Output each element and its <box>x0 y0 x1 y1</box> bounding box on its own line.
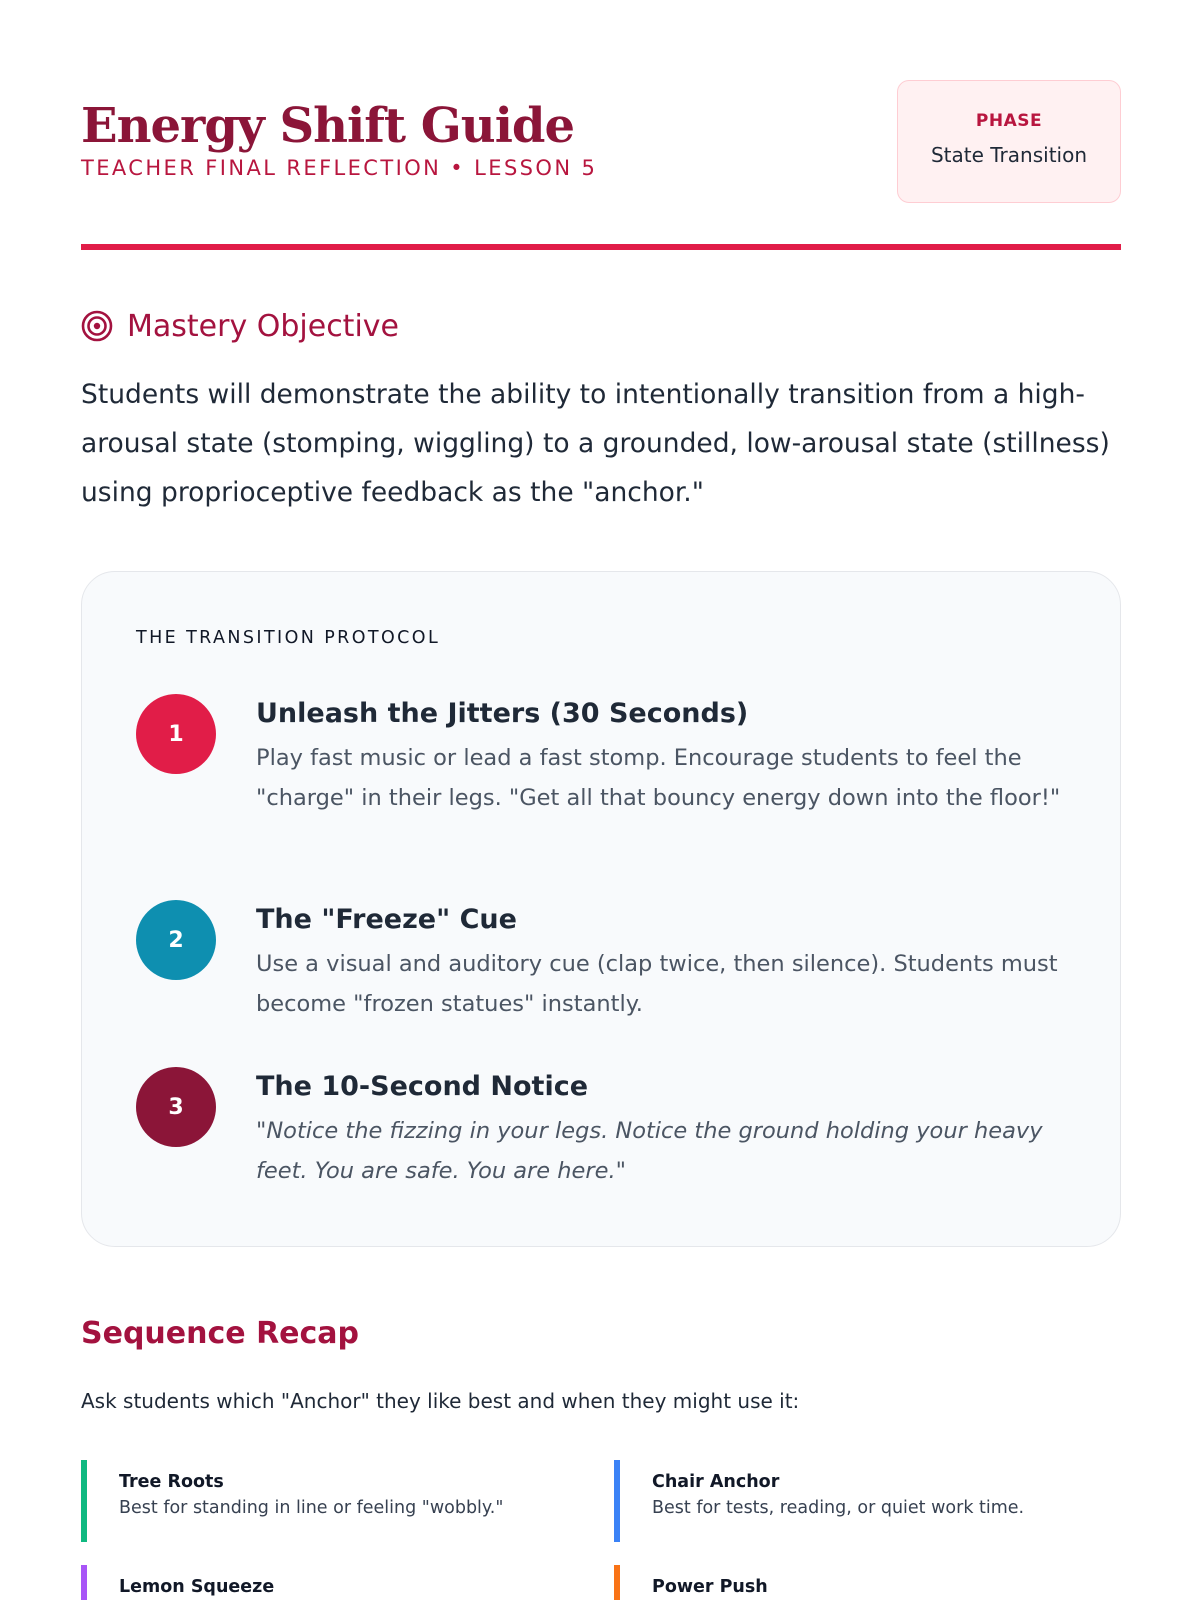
page-header <box>81 80 1121 250</box>
objective-title: Mastery Objective <box>127 308 399 344</box>
transition-protocol-card <box>81 571 1121 1247</box>
page-subtitle: TEACHER FINAL REFLECTION • LESSON 5 <box>81 156 598 180</box>
anchor-item <box>614 1460 1114 1542</box>
objective-text: Students will demonstrate the ability to intentionally transition from a high-arousal state (stomping, wiggling) to a grounded, low-arousal state (stillness) using proprioceptive feedback as the "anchor." <box>81 379 1110 508</box>
anchor-description: Best for standing in line or feeling "wobbly." <box>119 1498 504 1518</box>
recap-title: Sequence Recap <box>81 1316 360 1351</box>
target-icon <box>81 310 113 342</box>
step-title: The 10-Second Notice <box>256 1071 589 1102</box>
objective-heading <box>81 306 399 346</box>
phase-value: State Transition <box>930 143 1087 167</box>
step-number-badge: 3 <box>136 1067 216 1147</box>
phase-badge <box>897 80 1121 203</box>
phase-label: PHASE <box>975 111 1043 131</box>
step-number-badge: 2 <box>136 900 216 980</box>
anchor-name: Chair Anchor <box>652 1472 780 1492</box>
anchor-name: Lemon Squeeze <box>119 1577 275 1597</box>
anchor-name: Power Push <box>652 1577 768 1597</box>
anchor-item <box>81 1565 581 1600</box>
anchor-item <box>614 1565 1114 1600</box>
page-title: Energy Shift Guide <box>81 98 575 154</box>
step-description: Use a visual and auditory cue (clap twice, then silence). Students must become "frozen statues" instantly. <box>256 951 1058 1017</box>
step-title: Unleash the Jitters (30 Seconds) <box>256 698 749 729</box>
header-divider <box>81 244 1121 250</box>
step-description: Play fast music or lead a fast stomp. Encourage students to feel the "charge" in their legs. "Get all that bouncy energy down into the floor!" <box>256 745 1061 811</box>
step-title: The "Freeze" Cue <box>256 904 517 935</box>
protocol-label: THE TRANSITION PROTOCOL <box>136 628 441 648</box>
step-description: "Notice the fizzing in your legs. Notice the ground holding your heavy feet. You are safe. You are here." <box>256 1118 1043 1184</box>
recap-intro: Ask students which "Anchor" they like best and when they might use it: <box>81 1389 800 1413</box>
step-number-badge: 1 <box>136 694 216 774</box>
anchor-item <box>81 1460 581 1542</box>
anchor-description: Best for tests, reading, or quiet work time. <box>652 1498 1025 1518</box>
anchor-name: Tree Roots <box>119 1472 224 1492</box>
